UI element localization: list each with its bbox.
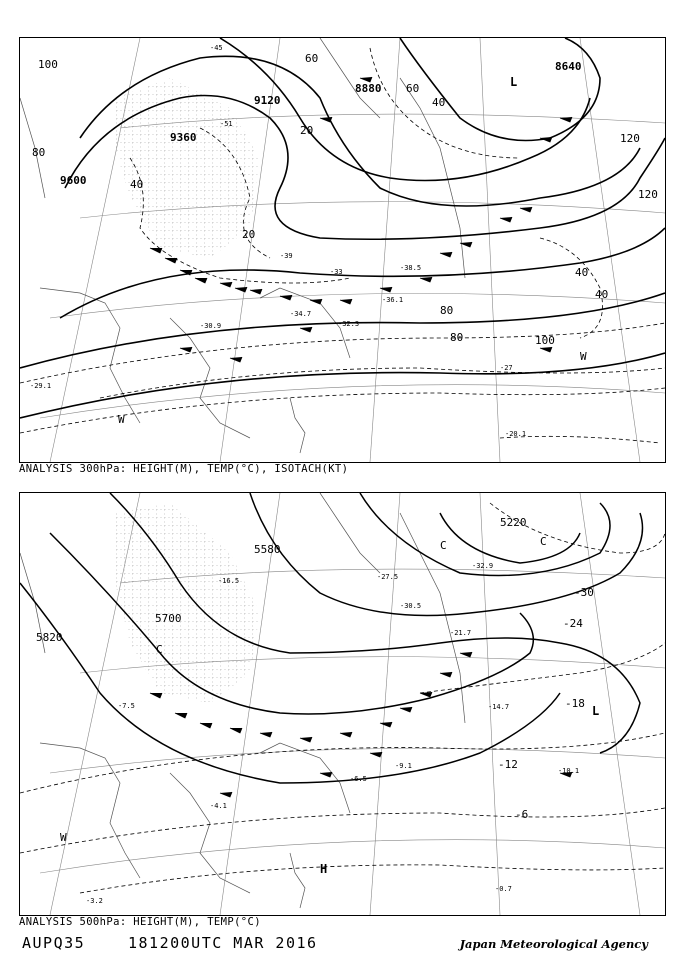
warm-center: W (580, 350, 587, 363)
temperature-label: -3.2 (86, 897, 103, 905)
isotach-label: 40 (130, 178, 144, 191)
isotach-label: 80 (440, 304, 454, 317)
isotherm-label: -18 (565, 697, 585, 710)
map-500hpa (19, 492, 666, 916)
isotach-label: 40 (432, 96, 446, 109)
isotach-label: 40 (595, 288, 609, 301)
isotherm-label: -30 (574, 586, 594, 599)
isotach-label: 20 (242, 228, 256, 241)
isotherm-label: -12 (498, 758, 518, 771)
product-code: AUPQ35 (22, 934, 86, 952)
cold-center: C (540, 535, 547, 548)
isotach-label: 100 (535, 334, 555, 347)
coastlines (20, 38, 465, 453)
height-label: 8880 (355, 82, 382, 95)
map-300hpa (19, 37, 666, 463)
temperature-label: -27 (500, 364, 513, 372)
agency-name: Japan Meteorological Agency (459, 937, 648, 951)
isotherm-label: -6 (515, 808, 529, 821)
caption-300hpa: ANALYSIS 300hPa: HEIGHT(M), TEMP(°C), ISOTACH(KT) (19, 463, 349, 475)
temperature-label: -30.5 (400, 602, 422, 610)
isotherm-label: -24 (563, 617, 583, 630)
height-labels (36, 516, 527, 644)
temperature-label: -29.1 (30, 382, 52, 390)
warm-center: W (60, 831, 67, 844)
isotach-label: 120 (620, 132, 640, 145)
isotach-label: 60 (305, 52, 319, 65)
isotach-label: 80 (32, 146, 46, 159)
temperature-label: -36.1 (382, 296, 404, 304)
coastlines (20, 493, 465, 908)
isotach-label: 120 (638, 188, 658, 201)
temperature-label: -16.5 (218, 577, 240, 585)
map-500hpa-canvas (20, 493, 665, 915)
isotach-label: 60 (406, 82, 420, 95)
temperature-label: -38.5 (400, 264, 422, 272)
temperature-label: -33 (330, 268, 343, 276)
temperature-label: -0.7 (495, 885, 512, 893)
caption-500hpa: ANALYSIS 500hPa: HEIGHT(M), TEMP(°C) (19, 916, 261, 928)
temperature-label: -20.1 (505, 430, 527, 438)
terrain-hatch (115, 78, 260, 258)
height-label: 5220 (500, 516, 527, 529)
valid-time: 181200UTC MAR 2016 (128, 934, 318, 952)
temperature-label: -32.3 (338, 320, 360, 328)
height-contours (20, 493, 643, 783)
height-label: 9360 (170, 131, 197, 144)
height-label: 5580 (254, 543, 281, 556)
temperature-label: -7.5 (118, 702, 135, 710)
isotach-label: 80 (450, 331, 464, 344)
height-label: 9600 (60, 174, 87, 187)
isotach-label: 100 (38, 58, 58, 71)
temperature-label: -39 (280, 252, 293, 260)
isotach-label: 20 (300, 124, 314, 137)
temperature-label: -6.5 (350, 775, 367, 783)
high-center: H (320, 862, 328, 876)
map-300hpa-canvas (20, 38, 665, 462)
isotherm-labels (498, 586, 594, 821)
low-center: L (592, 704, 600, 718)
temperature-label: -27.5 (377, 573, 399, 581)
terrain-hatch (115, 503, 260, 703)
temperature-label: -10.1 (558, 767, 580, 775)
height-contours (20, 38, 665, 418)
temperature-label: -4.1 (210, 802, 227, 810)
temperature-label: -21.7 (450, 629, 472, 637)
cold-center: C (156, 643, 163, 656)
isotach-label: 40 (575, 266, 589, 279)
height-label: 5820 (36, 631, 63, 644)
temperature-label: -32.9 (472, 562, 494, 570)
temperature-label: -45 (210, 44, 223, 52)
temperature-label: -14.7 (488, 703, 510, 711)
temperature-label: -34.7 (290, 310, 312, 318)
cold-center: C (440, 539, 447, 552)
height-label: 8640 (555, 60, 582, 73)
temperature-label: -51 (220, 120, 233, 128)
height-label: 9120 (254, 94, 281, 107)
temperature-label: -30.9 (200, 322, 222, 330)
low-center: L (510, 75, 518, 89)
height-label: 5700 (155, 612, 182, 625)
temperature-label: -9.1 (395, 762, 412, 770)
warm-center: W (118, 413, 125, 426)
